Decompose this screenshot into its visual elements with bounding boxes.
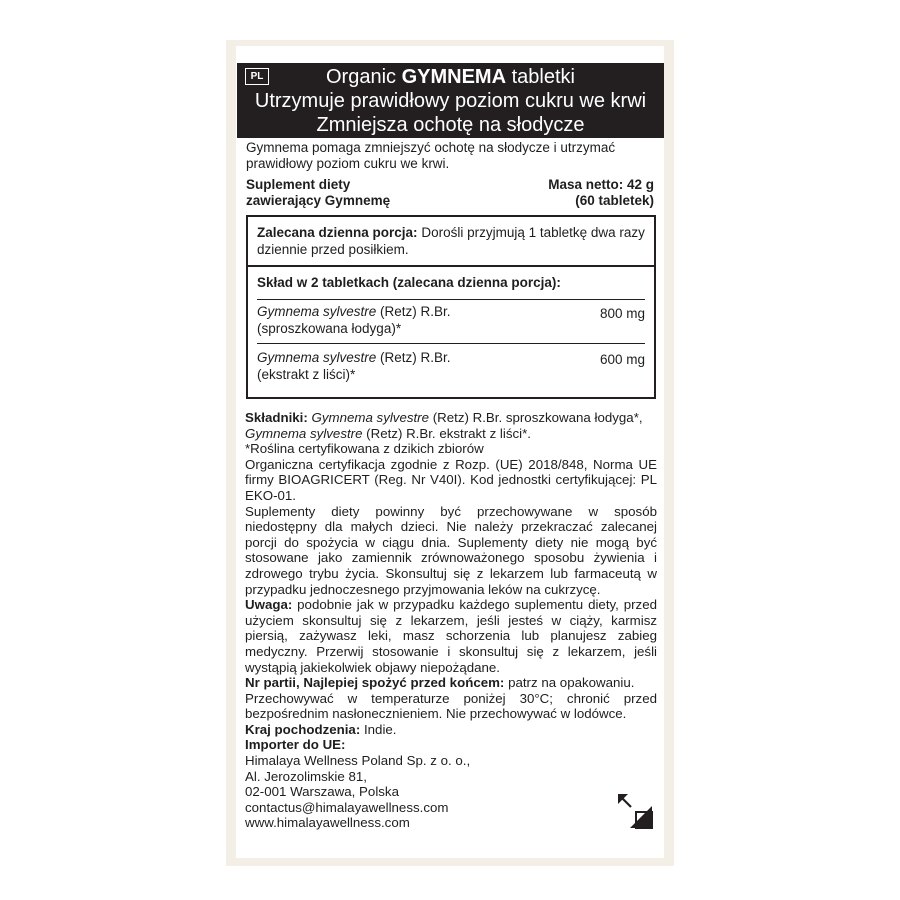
ingredient-rest: (Retz) R.Br. sproszkowana łodyga*, <box>429 410 643 425</box>
ingredient-latin: Gymnema sylvestre <box>245 425 363 441</box>
ingredient-latin: Gymnema sylvestre <box>311 410 429 425</box>
label-body-text <box>245 410 657 831</box>
row-amount: 800 mg <box>599 306 645 321</box>
warning-text: podobnie jak w przypadku każdego suplementu diety, przed użyciem skonsultuj się z lekarzem, jeśli jesteś w ciąży, karmisz piersią, zażywasz leki, masz schorzenia lub planujesz zabieg medyczny. Przerwij stosowanie i skonsultuj się z lekarzem, jeśli wystąpią jakiekolwiek objawy niepożądane. <box>245 597 657 675</box>
claim-blood-sugar: Utrzymuje prawidłowy poziom cukru we krwi <box>254 90 647 112</box>
composition-row <box>257 349 564 383</box>
composition-title: Skład w 2 tabletkach (zalecana dzienna porcja): <box>257 275 561 290</box>
dose-composition-box <box>246 215 656 399</box>
importer-line: Al. Jerozolimskie 81, <box>245 768 367 784</box>
product-title <box>237 65 664 89</box>
row-latin: Gymnema sylvestre <box>257 304 377 319</box>
row-divider <box>257 343 645 344</box>
supplement-line1: Suplement diety <box>246 177 351 192</box>
net-mass-line2: (60 tabletek) <box>575 193 654 208</box>
daily-dose <box>257 224 645 258</box>
row-latin: Gymnema sylvestre <box>257 350 377 365</box>
importer-label-text: Importer do UE: <box>245 737 346 753</box>
title-suffix: tabletki <box>506 66 575 88</box>
batch-text: patrz na opakowaniu. <box>504 675 635 691</box>
importer-label <box>245 737 657 753</box>
importer-line: 02-001 Warszawa, Polska <box>245 784 399 800</box>
composition-row <box>257 303 564 337</box>
children-storage-note: Suplementy diety powinny być przechowywane w sposób niedostępny dla małych dzieci. Nie należy przekraczać zalecanej porcji do spożycia w ciągu dnia. Suplementy diety nie mogą być stosowane jako zamiennik zrównoważonego sposobu żywienia i zdrowego trybu życia. Skonsultuj się z lekarzem lub farmaceutą w przypadku jednoczesnego przyjmowania leków na cukrzycę. <box>245 503 657 597</box>
organic-certification: Organiczna certyfikacja zgodnie z Rozp. (UE) 2018/848, Norma UE firmy BIOAGRICERT (Reg. Nr V40I). Kod jednostki certyfikującej: PL EKO-01. <box>245 456 657 503</box>
net-mass-line1: Masa netto: 42 g <box>548 177 654 192</box>
dose-label: Zalecana dzienna porcja: <box>257 225 418 240</box>
intro-text: Gymnema pomaga zmniejszyć ochotę na słodycze i utrzymać prawidłowy poziom cukru we krwi. <box>246 140 616 171</box>
claim-sweets: Zmniejsza ochotę na słodycze <box>316 114 585 136</box>
row-divider <box>257 299 645 300</box>
language-badge: PL <box>245 68 269 85</box>
box-divider <box>248 265 654 267</box>
label-header <box>237 63 664 138</box>
importer-website: www.himalayawellness.com <box>245 815 410 831</box>
supplement-label <box>246 177 446 209</box>
importer-email: contactus@himalayawellness.com <box>245 799 449 815</box>
origin-text: Indie. <box>360 721 397 737</box>
warning-label: Uwaga: <box>245 597 293 613</box>
country-of-origin <box>245 722 657 738</box>
supplement-line2: zawierający Gymnemę <box>246 193 391 208</box>
warning <box>245 597 657 675</box>
origin-label: Kraj pochodzenia: <box>245 721 361 737</box>
dose-text: Dorośli przyjmują 1 tabletkę dwa razy dziennie przed posiłkiem. <box>257 225 645 257</box>
title-organic: Organic <box>326 66 402 88</box>
row-rest: (Retz) R.Br. <box>376 350 451 365</box>
row-rest: (Retz) R.Br. <box>376 304 451 319</box>
row-desc: (sproszkowana łodyga)* <box>257 321 402 336</box>
title-name: GYMNEMA <box>401 66 507 88</box>
batch-label: Nr partii, Najlepiej spożyć przed końcem: <box>245 675 505 691</box>
importer-line: Himalaya Wellness Poland Sp. z o. o., <box>245 753 471 769</box>
batch-info <box>245 675 657 691</box>
storage-conditions: Przechowywać w temperaturze poniżej 30°C; chronić przed bezpośrednim nasłonecznieniem. Nie przechowywać w lodówce. <box>245 690 657 722</box>
ingredients-label: Składniki: <box>245 410 308 425</box>
row-desc: (ekstrakt z liści)* <box>257 367 356 382</box>
net-mass <box>454 177 654 209</box>
row-amount: 600 mg <box>599 352 645 367</box>
open-package-corner-icon <box>614 790 654 830</box>
ingredient-rest: (Retz) R.Br. ekstrakt z liści*. <box>362 425 531 441</box>
ingredients <box>245 410 657 441</box>
wild-harvest-note: *Roślina certyfikowana z dzikich zbiorów <box>245 441 484 457</box>
